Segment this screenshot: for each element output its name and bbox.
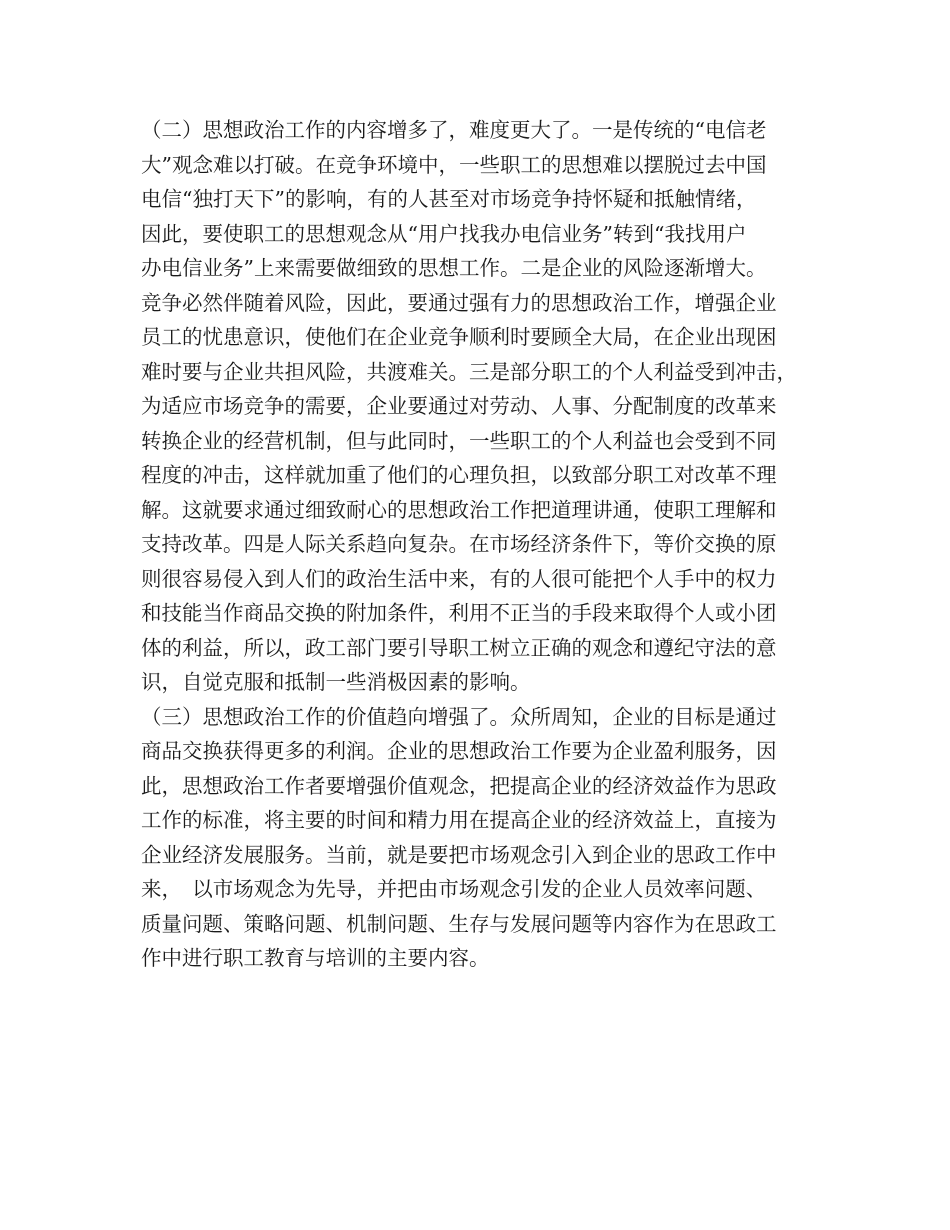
text-line: 大”观念难以打破。在竞争环境中，一些职工的思想难以摆脱过去中国 (141, 152, 767, 177)
text-line: 解。这就要求通过细致耐心的思想政治工作把道理讲通，使职工理解和 (141, 497, 777, 522)
text-line: （三）思想政治工作的价值趋向增强了。众所周知，企业的目标是通过 (141, 704, 777, 729)
text-line: 质量问题、策略问题、机制问题、生存与发展问题等内容作为在思政工 (141, 911, 777, 936)
text-line: 为适应市场竞争的需要，企业要通过对劳动、人事、分配制度的改革来 (141, 394, 777, 418)
text-line: 难时要与企业共担风险，共渡难关。三是部分职工的个人利益受到冲击， (141, 359, 797, 384)
body-text (141, 113, 831, 976)
text-line: 员工的忧患意识，使他们在企业竞争顺利时要顾全大局，在企业出现困 (141, 325, 777, 349)
text-line: 作中进行职工教育与培训的主要内容。 (141, 946, 490, 970)
text-line: 办电信业务”上来需要做细致的思想工作。二是企业的风险逐渐增大。 (141, 256, 767, 280)
text-line: 程度的冲击，这样就加重了他们的心理负担，以致部分职工对改革不理 (141, 463, 777, 487)
text-line: 商品交换获得更多的利润。企业的思想政治工作要为企业盈利服务，因 (141, 739, 777, 763)
text-line: （二）思想政治工作的内容增多了，难度更大了。一是传统的“电信老 (141, 118, 767, 142)
text-line: 体的利益，所以，政工部门要引导职工树立正确的观念和遵纪守法的意 (141, 635, 777, 660)
text-line: 电信“独打天下”的影响，有的人甚至对市场竞争持怀疑和抵触情绪， (141, 187, 757, 211)
text-line: 此，思想政治工作者要增强价值观念，把提高企业的经济效益作为思政 (141, 773, 777, 798)
text-line: 因此，要使职工的思想观念从“用户找我办电信业务”转到“我找用户 (141, 221, 747, 246)
text-line: 竞争必然伴随着风险，因此，要通过强有力的思想政治工作，增强企业 (141, 290, 777, 315)
text-line: 工作的标准，将主要的时间和精力用在提高企业的经济效益上，直接为 (141, 808, 777, 832)
text-line: 来， 以市场观念为先导，并把由市场观念引发的企业人员效率问题、 (141, 877, 767, 901)
text-line: 支持改革。四是人际关系趋向复杂。在市场经济条件下，等价交换的原 (141, 532, 777, 556)
text-line: 识，自觉克服和抵制一些消极因素的影响。 (141, 670, 531, 694)
text-line: 转换企业的经营机制，但与此同时，一些职工的个人利益也会受到不同 (141, 428, 777, 453)
text-line: 和技能当作商品交换的附加条件，利用不正当的手段来取得个人或小团 (141, 601, 777, 625)
text-line: 则很容易侵入到人们的政治生活中来，有的人很可能把个人手中的权力 (141, 566, 777, 591)
text-line: 企业经济发展服务。当前，就是要把市场观念引入到企业的思政工作中 (141, 842, 777, 867)
